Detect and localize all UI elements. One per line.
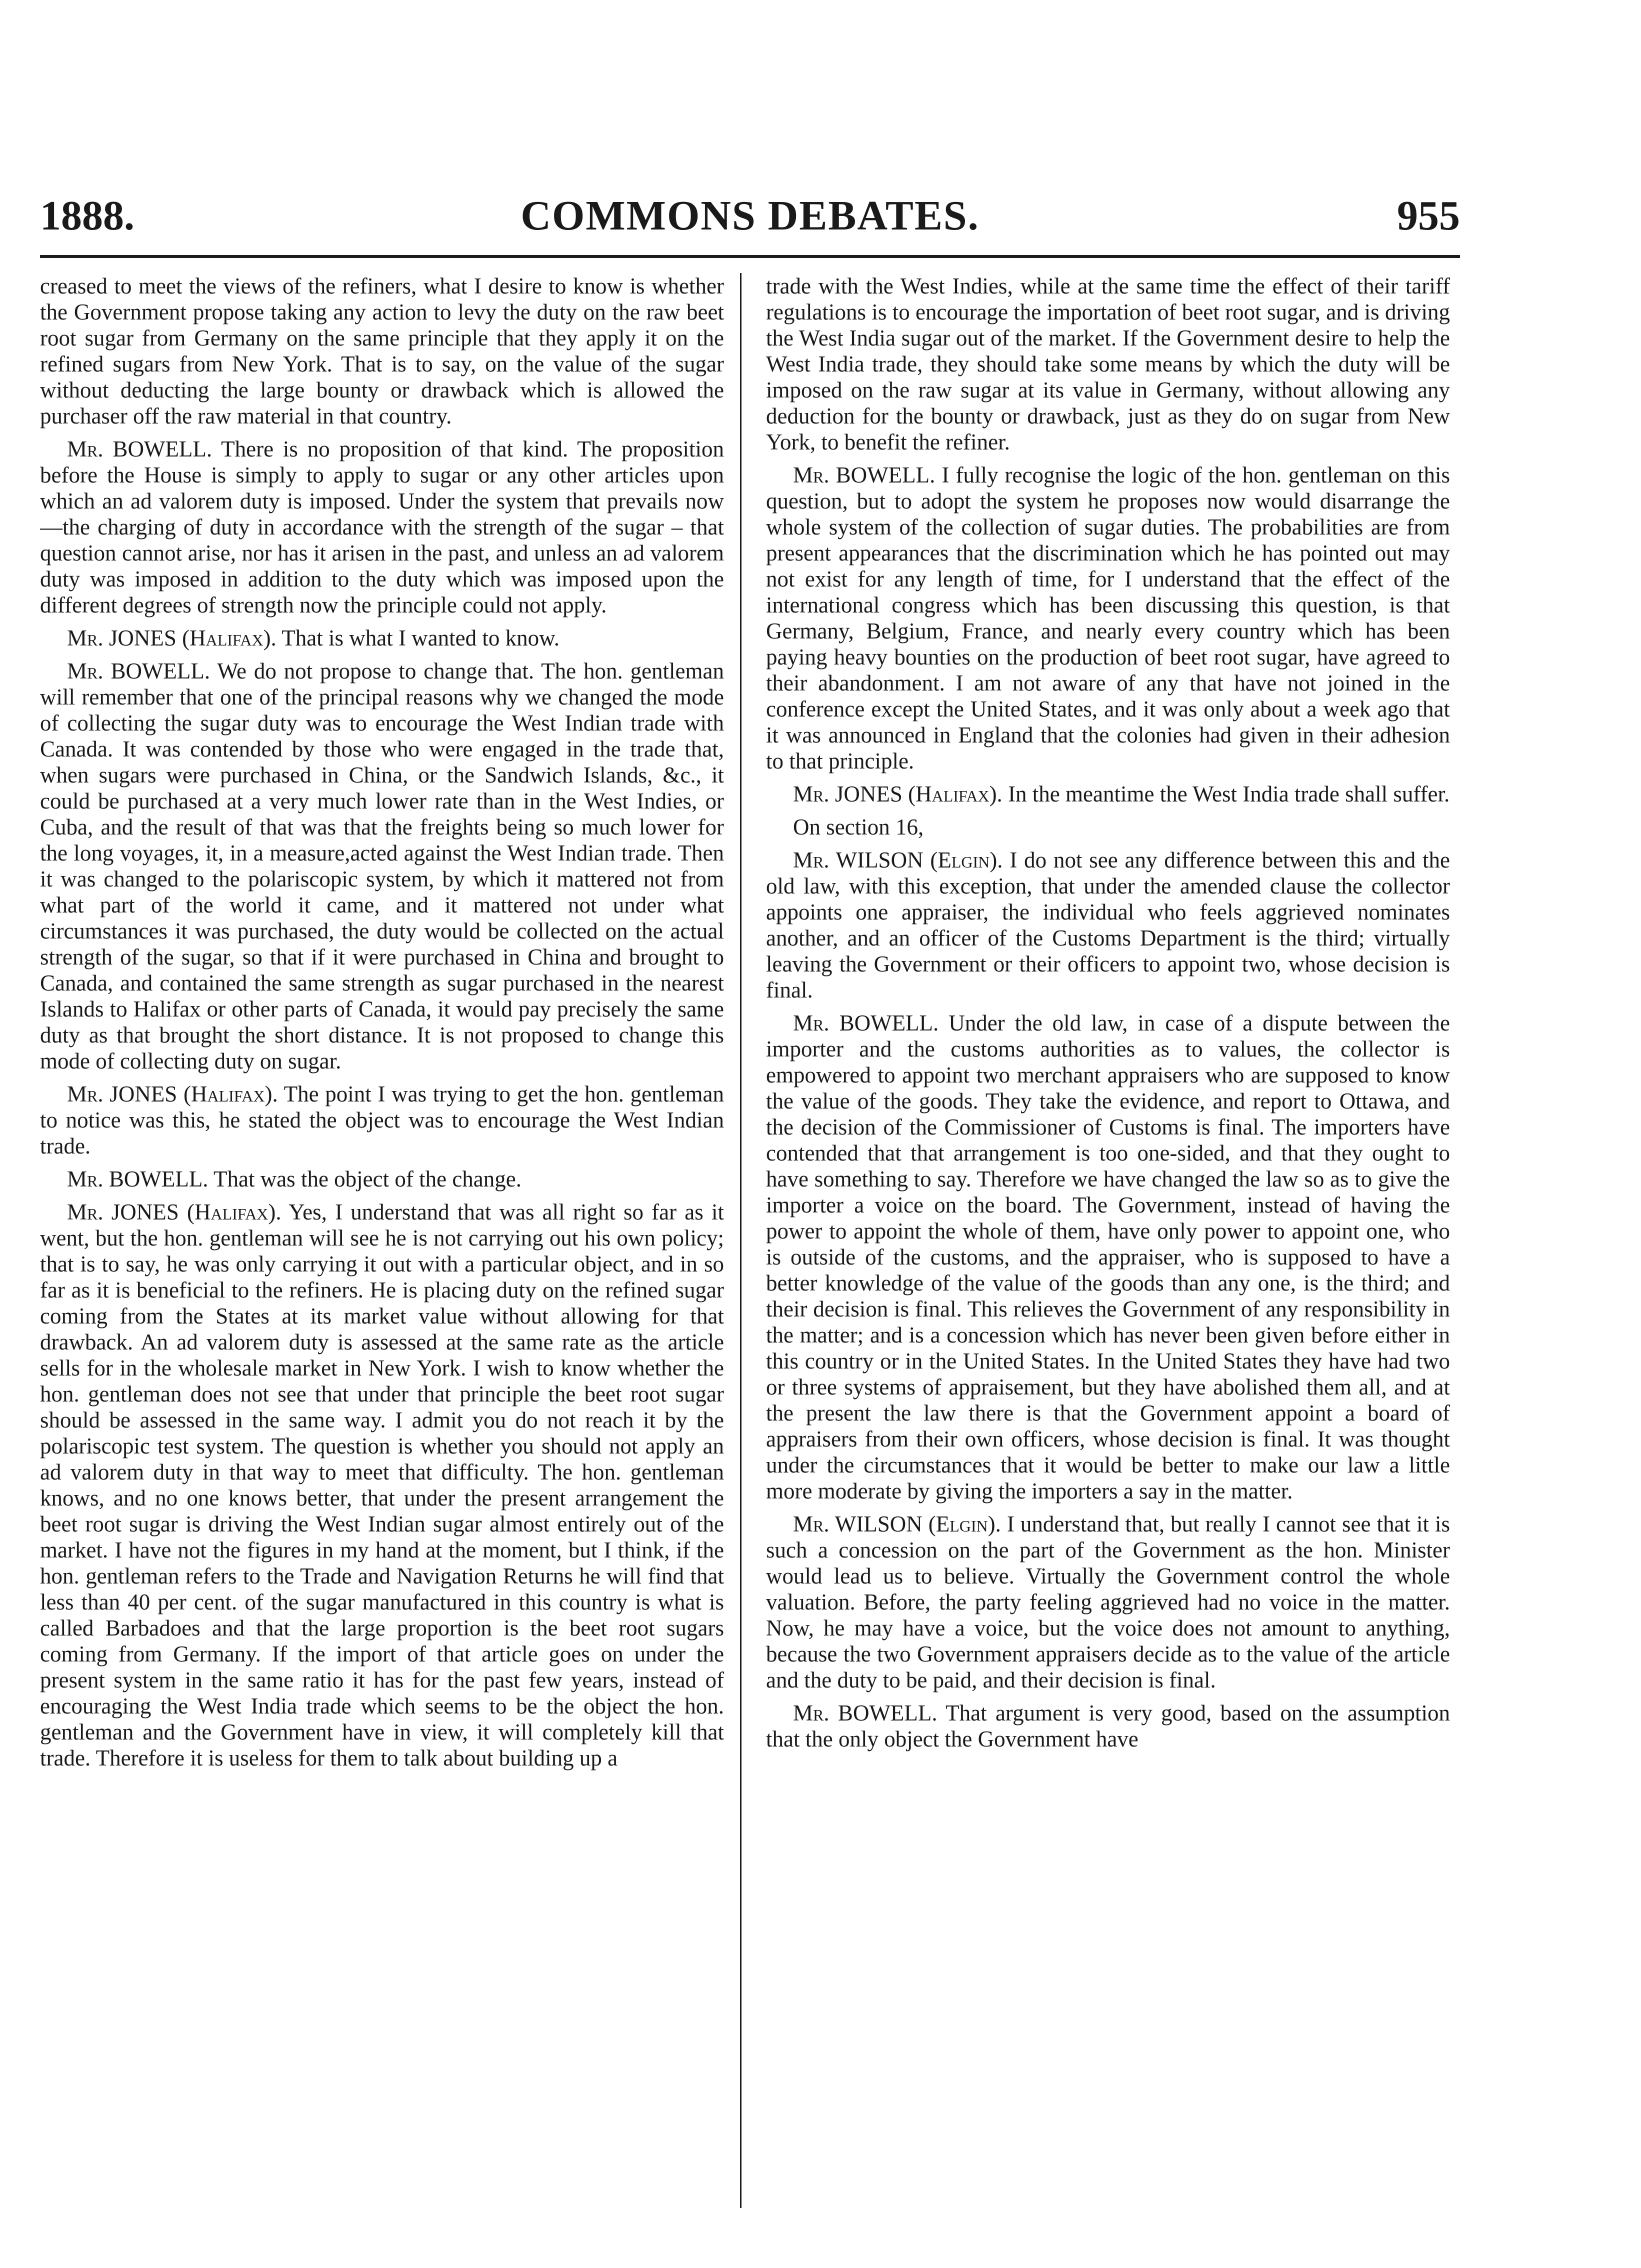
paragraph-text: That is what I wanted to know. [282,626,560,650]
paragraph [766,1700,1450,1752]
paragraph [766,273,1450,455]
speaker-name: Mr. BOWELL. [67,658,210,684]
paragraph-text: There is no proposition of that kind. The proposition before the House is simply to apply to sugar or any other articles upon which an ad valorem duty is imposed. Under the system that prevails now—the charging of duty in accordance with the strength of the sugar – that question cannot arise, nor has it arisen in the past, and unless an ad valorem duty was imposed in addition to the duty which was imposed upon the different degrees of strength now the principle could not apply. [40,436,724,618]
paragraph-text: The point I was trying to get the hon. gentleman to notice was this, he stated the object was to encourage the West Indian trade. [40,1082,724,1158]
speaker-name: Mr. JONES (Halifax). [67,1200,282,1224]
speaker-name: Mr. BOWELL. [793,1700,938,1726]
header-year: 1888. [40,192,134,239]
paragraph-text: We do not propose to change that. The hon. gentleman will remember that one of the principal reasons why we changed the mode of collecting the sugar duty was to encourage the West Indian trade with Canada. It was contended by those who were engaged in the trade that, when sugars were purchased in China, or the Sandwich Islands, &c., it could be purchased at a very much lower rate than in the West Indies, or Cuba, and the result of that was that the freights being so much lower for the long voyages, it, in a measure,acted against the West Indian trade. Then it was changed to the polariscopic system, by which it mattered not from what part of the world it came, and it mattered not under what circumstances it was purchased, the duty would be collected on the actual strength of the sugar, so that if it were purchased in China and brought to Canada, and contained the same strength as sugar purchased in the nearest Islands to Halifax or other parts of Canada, it would pay precisely the same duty as that brought the short distance. It is not proposed to change this mode of collecting duty on sugar. [40,658,724,1074]
speaker-name: Mr. JONES (Halifax). [67,1082,278,1106]
header-rule [40,255,1460,258]
paragraph [40,658,724,1074]
paragraph [40,1199,724,1771]
paragraph [766,1010,1450,1504]
paragraph [766,781,1450,807]
speaker-name: Mr. BOWELL. [793,462,936,488]
paragraph-text: That argument is very good, based on the assumption that the only object the Government have [766,1700,1450,1752]
paragraph [766,847,1450,1003]
column-divider [740,273,742,2208]
paragraph [40,273,724,429]
paragraph [40,436,724,618]
paragraph-text: I fully recognise the logic of the hon. gentleman on this question, but to adopt the system he proposes now would disarrange the whole system of the collection of sugar duties. The probabilities are from present appearances that the discrimination which he has pointed out may not exist for any length of time, for I understand that the effect of the international congress which has been discussing this question, is that Germany, Belgium, France, and nearly every country which has been paying heavy bounties on the production of beet root sugar, have agreed to their abandonment. I am not aware of any that have not joined in the conference except the United States, and it was only about a week ago that it was announced in England that the colonies had given in their adhesion to that principle. [766,462,1450,774]
paragraph [766,1511,1450,1693]
paragraph-text: I do not see any difference between this and the old law, with this exception, that under the amended clause the collector appoints one appraiser, the individual who feels aggrieved nominates another, and an officer of the Customs Department is the third; virtually leaving the Government or their officers to appoint two, whose decision is final. [766,848,1450,1002]
speaker-name: Mr. BOWELL. [793,1010,939,1036]
header-page-number: 955 [1397,192,1460,239]
paragraph-text: Yes, I understand that was all right so far as it went, but the hon. gentleman will see he is not carrying out his own policy; that is to say, he was only carrying it out with a particular object, and in so far as it is beneficial to the refiners. He is placing duty on the refined sugar coming from the States at its market value without allowing for that drawback. An ad valorem duty is assessed at the same rate as the article sells for in the wholesale market in New York. I wish to know whether the hon. gentleman does not see that under that principle the beet root sugar should be assessed in the same way. I admit you do not reach it by the polariscopic test system. The question is whether you should not apply an ad valorem duty in that way to meet that difficulty. The hon. gentleman knows, and no one knows better, that under the present arrangement the beet root sugar is driving the West Indian sugar almost entirely out of the market. I have not the figures in my hand at the moment, but I think, if the hon. gentleman refers to the Trade and Navigation Returns he will find that less than 40 per cent. of the sugar manufactured in this country is what is called Barbadoes and that the large proportion is the beet root sugars coming from Germany. If the import of that article goes on under the present system in the same ratio it has for the past few years, instead of encouraging the West India trade which seems to be the object the hon. gentleman and the Government have in view, it will completely kill that trade. Therefore it is useless for them to talk about building up a [40,1200,724,1770]
speaker-name: Mr. WILSON (Elgin). [793,848,1003,872]
section-note [766,814,1450,840]
paragraph-text: I understand that, but really I cannot see that it is such a concession on the part of the Government as the hon. Minister would lead us to believe. Virtually the Government control the whole valuation. Before, the party feeling aggrieved had no voice in the matter. Now, he may have a voice, but the voice does not amount to anything, because the two Government appraisers decide as to the value of the article and the duty to be paid, and their decision is final. [766,1512,1450,1692]
speaker-name: Mr. BOWELL. [67,436,212,462]
paragraph-text: creased to meet the views of the refiners, what I desire to know is whether the Government propose taking any action to levy the duty on the raw beet root sugar from Germany on the same principle that they apply it on the refined sugars from New York. That is to say, on the value of the sugar without deducting the large bounty or drawback which is allowed the purchaser off the raw material in that country. [40,274,724,428]
speaker-name: Mr. JONES (Halifax). [67,626,276,650]
paragraph-text: In the meantime the West India trade shall suffer. [1008,782,1450,806]
paragraph [766,462,1450,774]
header-title: COMMONS DEBATES. [520,192,980,239]
paragraph [40,625,724,651]
paragraph-text: On section 16, [793,814,924,840]
right-column [766,273,1450,2208]
paragraph-text: trade with the West Indies, while at the same time the effect of their tariff regulations is to encourage the importation of beet root sugar, and is driving the West India sugar out of the market. If the Government desire to help the West India trade, they should take some means by which the duty will be imposed on the raw sugar at its value in Germany, without allowing any deduction for the bounty or drawback, just as they do on sugar from New York, to benefit the refiner. [766,274,1450,454]
paragraph [40,1166,724,1192]
left-column [40,273,724,2208]
paragraph-text: Under the old law, in case of a dispute between the importer and the customs authorities as to values, the collector is empowered to appoint two merchant appraisers who are supposed to know the value of the goods. They take the evidence, and report to Ottawa, and the decision of the Commissioner of Customs is final. The importers have contended that that arrangement is too one-sided, and that they ought to have something to say. Therefore we have changed the law so as to give the importer a voice on the board. The Government, instead of having the power to appoint the whole of them, have only power to appoint one, who is outside of the customs, and the appraiser, who is supposed to have a better knowledge of the value of the goods than any one, is the third; and their decision is final. This relieves the Government of any responsibility in the matter; and is a concession which has never been given before either in this country or in the United States. In the United States they have had two or three systems of appraisement, but they have abolished them all, and at the present the law there is that the Government appoint a board of appraisers from their own officers, whose decision is final. It was thought under the circumstances that it would be better to make our law a little more moderate by giving the importers a say in the matter. [766,1010,1450,1504]
speaker-name: Mr. JONES (Halifax). [793,782,1002,806]
paragraph [40,1081,724,1159]
speaker-name: Mr. WILSON (Elgin). [793,1512,1001,1536]
paragraph-text: That was the object of the change. [214,1166,522,1192]
page-header [40,186,1460,246]
speaker-name: Mr. BOWELL. [67,1166,208,1192]
